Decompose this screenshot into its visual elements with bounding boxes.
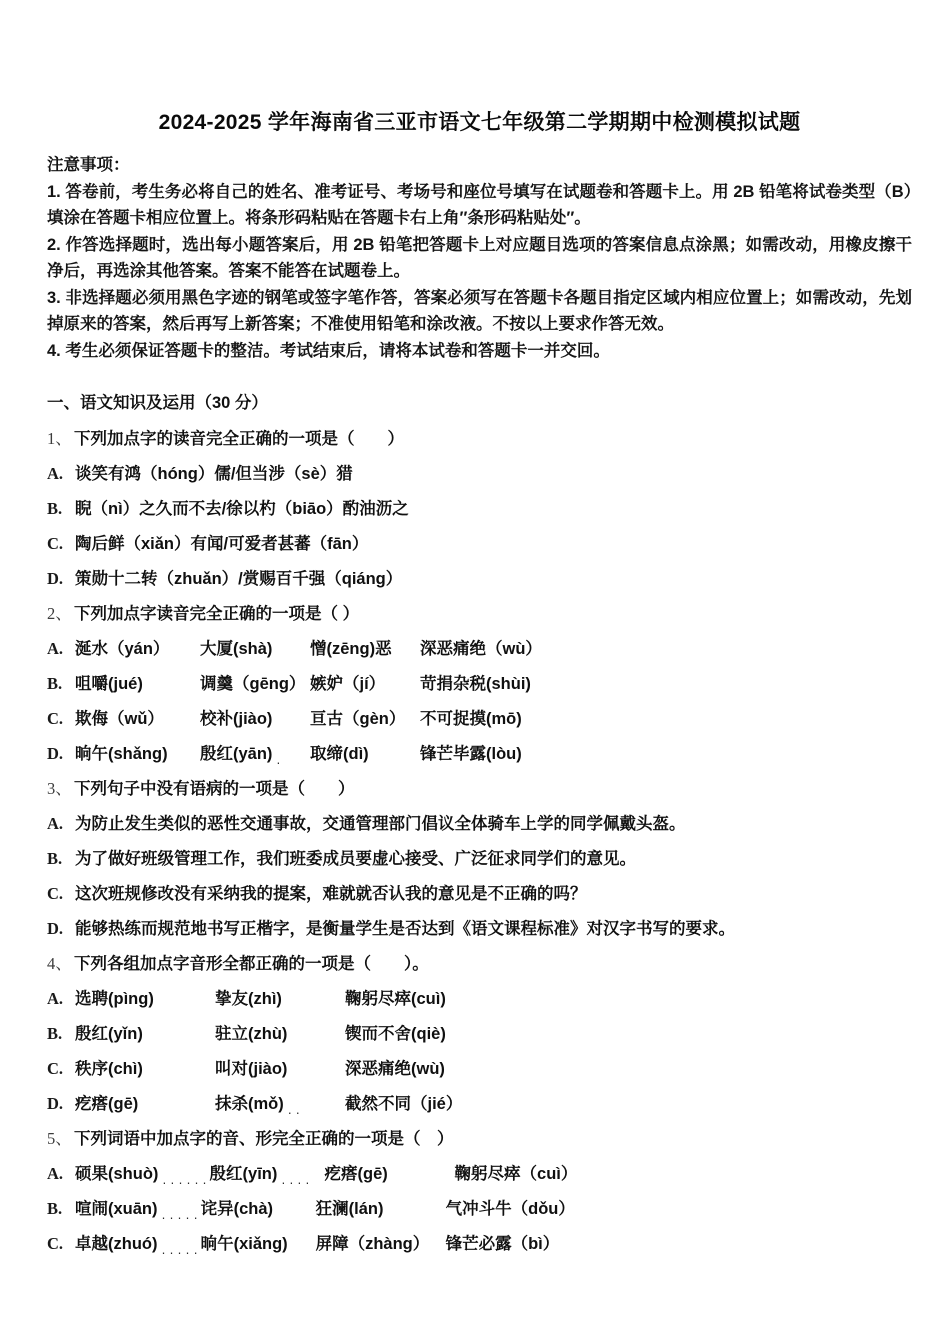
word-text: 鞠躬尽瘁（cuì） — [454, 1165, 578, 1183]
option-row — [47, 561, 912, 596]
question-stem — [47, 596, 912, 631]
option-row — [47, 1051, 912, 1086]
word-text: 疙瘩(gē) — [75, 1095, 139, 1113]
word-text: 卓越(zhuó) — [75, 1235, 158, 1253]
question-5 — [47, 1121, 912, 1261]
option-word — [345, 982, 446, 1017]
notice-item: 4. 考生必须保证答题卡的整洁。考试结束后，请将本试卷和答题卡一并交回。 — [47, 341, 610, 360]
word-text: 喧闹(xuān) — [75, 1200, 158, 1218]
option-row — [47, 876, 912, 911]
word-text: 锋芒毕露(lòu) — [420, 745, 522, 763]
notice-heading: 注意事项： — [47, 156, 130, 174]
option-word — [316, 1227, 446, 1269]
notice-item: 3. 非选择题必须用黑色字迹的钢笔或签字笔作答，答案必须写在答题卡各题目指定区域内相应位置上；如需改动，先划掉原来的答案，然后再写上新答案；不准使用铅笔和涂改液。不按以上要求作答无效。 — [47, 288, 912, 333]
notice-item: 2. 作答选择题时，选出每小题答案后，用 2B 铅笔把答题卡上对应题目选项的答案信息点涂黑；如需改动，用橡皮擦干净后，再选涂其他答案。答案不能答在试题卷上。 — [47, 235, 912, 280]
emphasis-dots: .... — [280, 1176, 313, 1187]
notice-section — [47, 152, 912, 364]
word-text: 校补(jiào) — [200, 710, 273, 728]
option-row — [47, 1226, 912, 1261]
option-word — [420, 632, 542, 667]
word-text: 调羹（gēng） — [200, 675, 306, 693]
emphasis-dots: ..... — [160, 1211, 201, 1222]
question-number: 3、 — [47, 779, 72, 798]
option-word — [345, 1052, 445, 1087]
word-text: 晌午(xiǎng) — [200, 1235, 288, 1253]
option-label: A. — [47, 1164, 64, 1183]
option-row — [47, 806, 912, 841]
option-label: C. — [47, 709, 64, 728]
question-stem — [47, 771, 912, 806]
option-text: 这次班规修改没有采纳我的提案，难就就否认我的意见是不正确的吗？ — [75, 885, 587, 903]
option-row — [47, 491, 912, 526]
word-text: 憎(zēng)恶 — [310, 640, 392, 658]
question-number: 4、 — [47, 954, 72, 973]
emphasis-dots: . — [275, 756, 284, 767]
word-text: 嫉妒（jí） — [310, 675, 386, 693]
option-text: 为防止发生类似的恶性交通事故，交通管理部门倡议全体骑车上学的同学佩戴头盔。 — [75, 815, 686, 833]
option-label: D. — [47, 919, 64, 938]
question-number: 5、 — [47, 1129, 72, 1148]
word-text: 深恶痛绝（wù） — [420, 640, 542, 658]
option-word — [455, 1157, 578, 1192]
word-text: 晌午(shǎng) — [75, 745, 168, 763]
word-text: 不可捉摸(mō) — [420, 710, 522, 728]
word-text: 殷红(yīn) — [209, 1165, 278, 1183]
question-stem — [47, 421, 912, 456]
question-stem — [47, 946, 912, 981]
emphasis-dots: ..... — [160, 1246, 201, 1257]
word-text: 涎水（yán） — [75, 640, 170, 658]
option-label: A. — [47, 814, 64, 833]
word-text: 诧异(chà) — [200, 1200, 274, 1218]
word-text: 大厦(shà) — [200, 640, 273, 658]
option-row — [47, 631, 912, 666]
section-heading: 一、语文知识及运用（30 分） — [47, 394, 268, 412]
option-label: D. — [47, 744, 64, 763]
word-text: 疙瘩(gē) — [324, 1165, 388, 1183]
option-row — [47, 1086, 912, 1121]
option-text: 策勋十二转（zhuǎn）/赏赐百千强（qiáng） — [75, 570, 403, 588]
word-text: 硕果(shuò) — [75, 1165, 159, 1183]
emphasis-dots: .. — [286, 1106, 303, 1117]
word-text: 锲而不舍(qiè) — [345, 1025, 446, 1043]
question-stem-text: 下列加点字读音完全正确的一项是（ ） — [74, 605, 360, 623]
option-row — [47, 1016, 912, 1051]
option-label: C. — [47, 884, 64, 903]
question-stem-text: 下列句子中没有语病的一项是（ ） — [74, 780, 355, 798]
option-word — [201, 1227, 316, 1269]
option-word — [420, 737, 522, 772]
option-text: 能够热练而规范地书写正楷字，是衡量学生是否达到《语文课程标准》对汉字书写的要求。 — [75, 920, 735, 938]
option-label: B. — [47, 1199, 63, 1218]
word-text: 苛捐杂税(shùi) — [420, 675, 531, 693]
option-row — [47, 666, 912, 701]
option-row — [47, 456, 912, 491]
word-text: 狂澜(lán) — [315, 1200, 384, 1218]
option-label: D. — [47, 1094, 64, 1113]
word-text: 叫对(jiào) — [215, 1060, 288, 1078]
word-text: 屏障（zhàng） — [315, 1235, 430, 1253]
question-stem-text: 下列各组加点字音形全都正确的一项是（ ）。 — [74, 955, 429, 973]
word-text: 亘古（gèn） — [310, 710, 406, 728]
question-stem-text: 下列词语中加点字的音、形完全正确的一项是（ ） — [74, 1130, 454, 1148]
question-stem-text: 下列加点字的读音完全正确的一项是（ ） — [74, 430, 404, 448]
word-text: 欺侮（wǔ） — [75, 710, 164, 728]
option-row — [47, 1156, 912, 1191]
option-word — [345, 1017, 446, 1052]
option-label: B. — [47, 499, 63, 518]
option-row — [47, 981, 912, 1016]
option-text: 睨（nì）之久而不去/徐以杓（biāo）酌油沥之 — [75, 500, 409, 518]
option-label: A. — [47, 989, 64, 1008]
option-label: C. — [47, 1059, 64, 1078]
option-word — [446, 1192, 575, 1227]
option-row — [47, 701, 912, 736]
word-text: 秩序(chì) — [75, 1060, 143, 1078]
question-1 — [47, 421, 912, 596]
option-word — [420, 667, 531, 702]
option-row — [47, 841, 912, 876]
option-row — [47, 736, 912, 771]
option-word — [345, 1087, 462, 1122]
option-word — [420, 702, 522, 737]
emphasis-dots: ...... — [161, 1176, 210, 1187]
word-text: 驻立(zhù) — [215, 1025, 288, 1043]
word-text: 选聘(pìng) — [75, 990, 154, 1008]
question-2 — [47, 596, 912, 771]
question-stem — [47, 1121, 912, 1156]
word-text: 鞠躬尽瘁(cuì) — [345, 990, 446, 1008]
option-row — [47, 526, 912, 561]
word-text: 深恶痛绝(wù) — [345, 1060, 445, 1078]
option-text: 谈笑有鸿（hóng）儒/但当涉（sè）猎 — [75, 465, 353, 483]
option-text: 陶后鲜（xiǎn）有闻/可爱者甚蕃（fān） — [75, 535, 369, 553]
option-label: B. — [47, 1024, 63, 1043]
word-text: 咀嚼(jué) — [75, 675, 143, 693]
word-text: 取缔(dì) — [310, 745, 369, 763]
word-text: 挚友(zhì) — [215, 990, 282, 1008]
option-word — [75, 1227, 201, 1269]
option-row — [47, 1191, 912, 1226]
word-text: 殷红(yǐn) — [75, 1025, 143, 1043]
word-text: 截然不同（jié） — [345, 1095, 463, 1113]
word-text: 抹杀(mǒ) — [215, 1095, 284, 1113]
option-label: B. — [47, 849, 63, 868]
question-3 — [47, 771, 912, 946]
page-title: 2024-2025 学年海南省三亚市语文七年级第二学期期中检测模拟试题 — [158, 111, 801, 134]
option-row — [47, 911, 912, 946]
option-label: A. — [47, 639, 64, 658]
option-label: D. — [47, 569, 64, 588]
option-word — [446, 1227, 560, 1262]
option-label: C. — [47, 534, 64, 553]
option-label: B. — [47, 674, 63, 693]
option-label: C. — [47, 1234, 64, 1253]
question-number: 2、 — [47, 604, 72, 623]
word-text: 锋芒必露（bì） — [445, 1235, 560, 1253]
question-4 — [47, 946, 912, 1121]
word-text: 殷红(yān) — [200, 745, 273, 763]
notice-item: 1. 答卷前，考生务必将自己的姓名、准考证号、考场号和座位号填写在试题卷和答题卡上。用 2B 铅笔将试卷类型（B）填涂在答题卡相应位置上。将条形码粘贴在答题卡右上角″条形码粘贴处″。 — [47, 182, 912, 227]
option-text: 为了做好班级管理工作，我们班委成员要虚心接受、广泛征求同学们的意见。 — [75, 850, 636, 868]
word-text: 气冲斗牛（dǒu） — [445, 1200, 575, 1218]
option-label: A. — [47, 464, 64, 483]
question-number: 1、 — [47, 429, 72, 448]
